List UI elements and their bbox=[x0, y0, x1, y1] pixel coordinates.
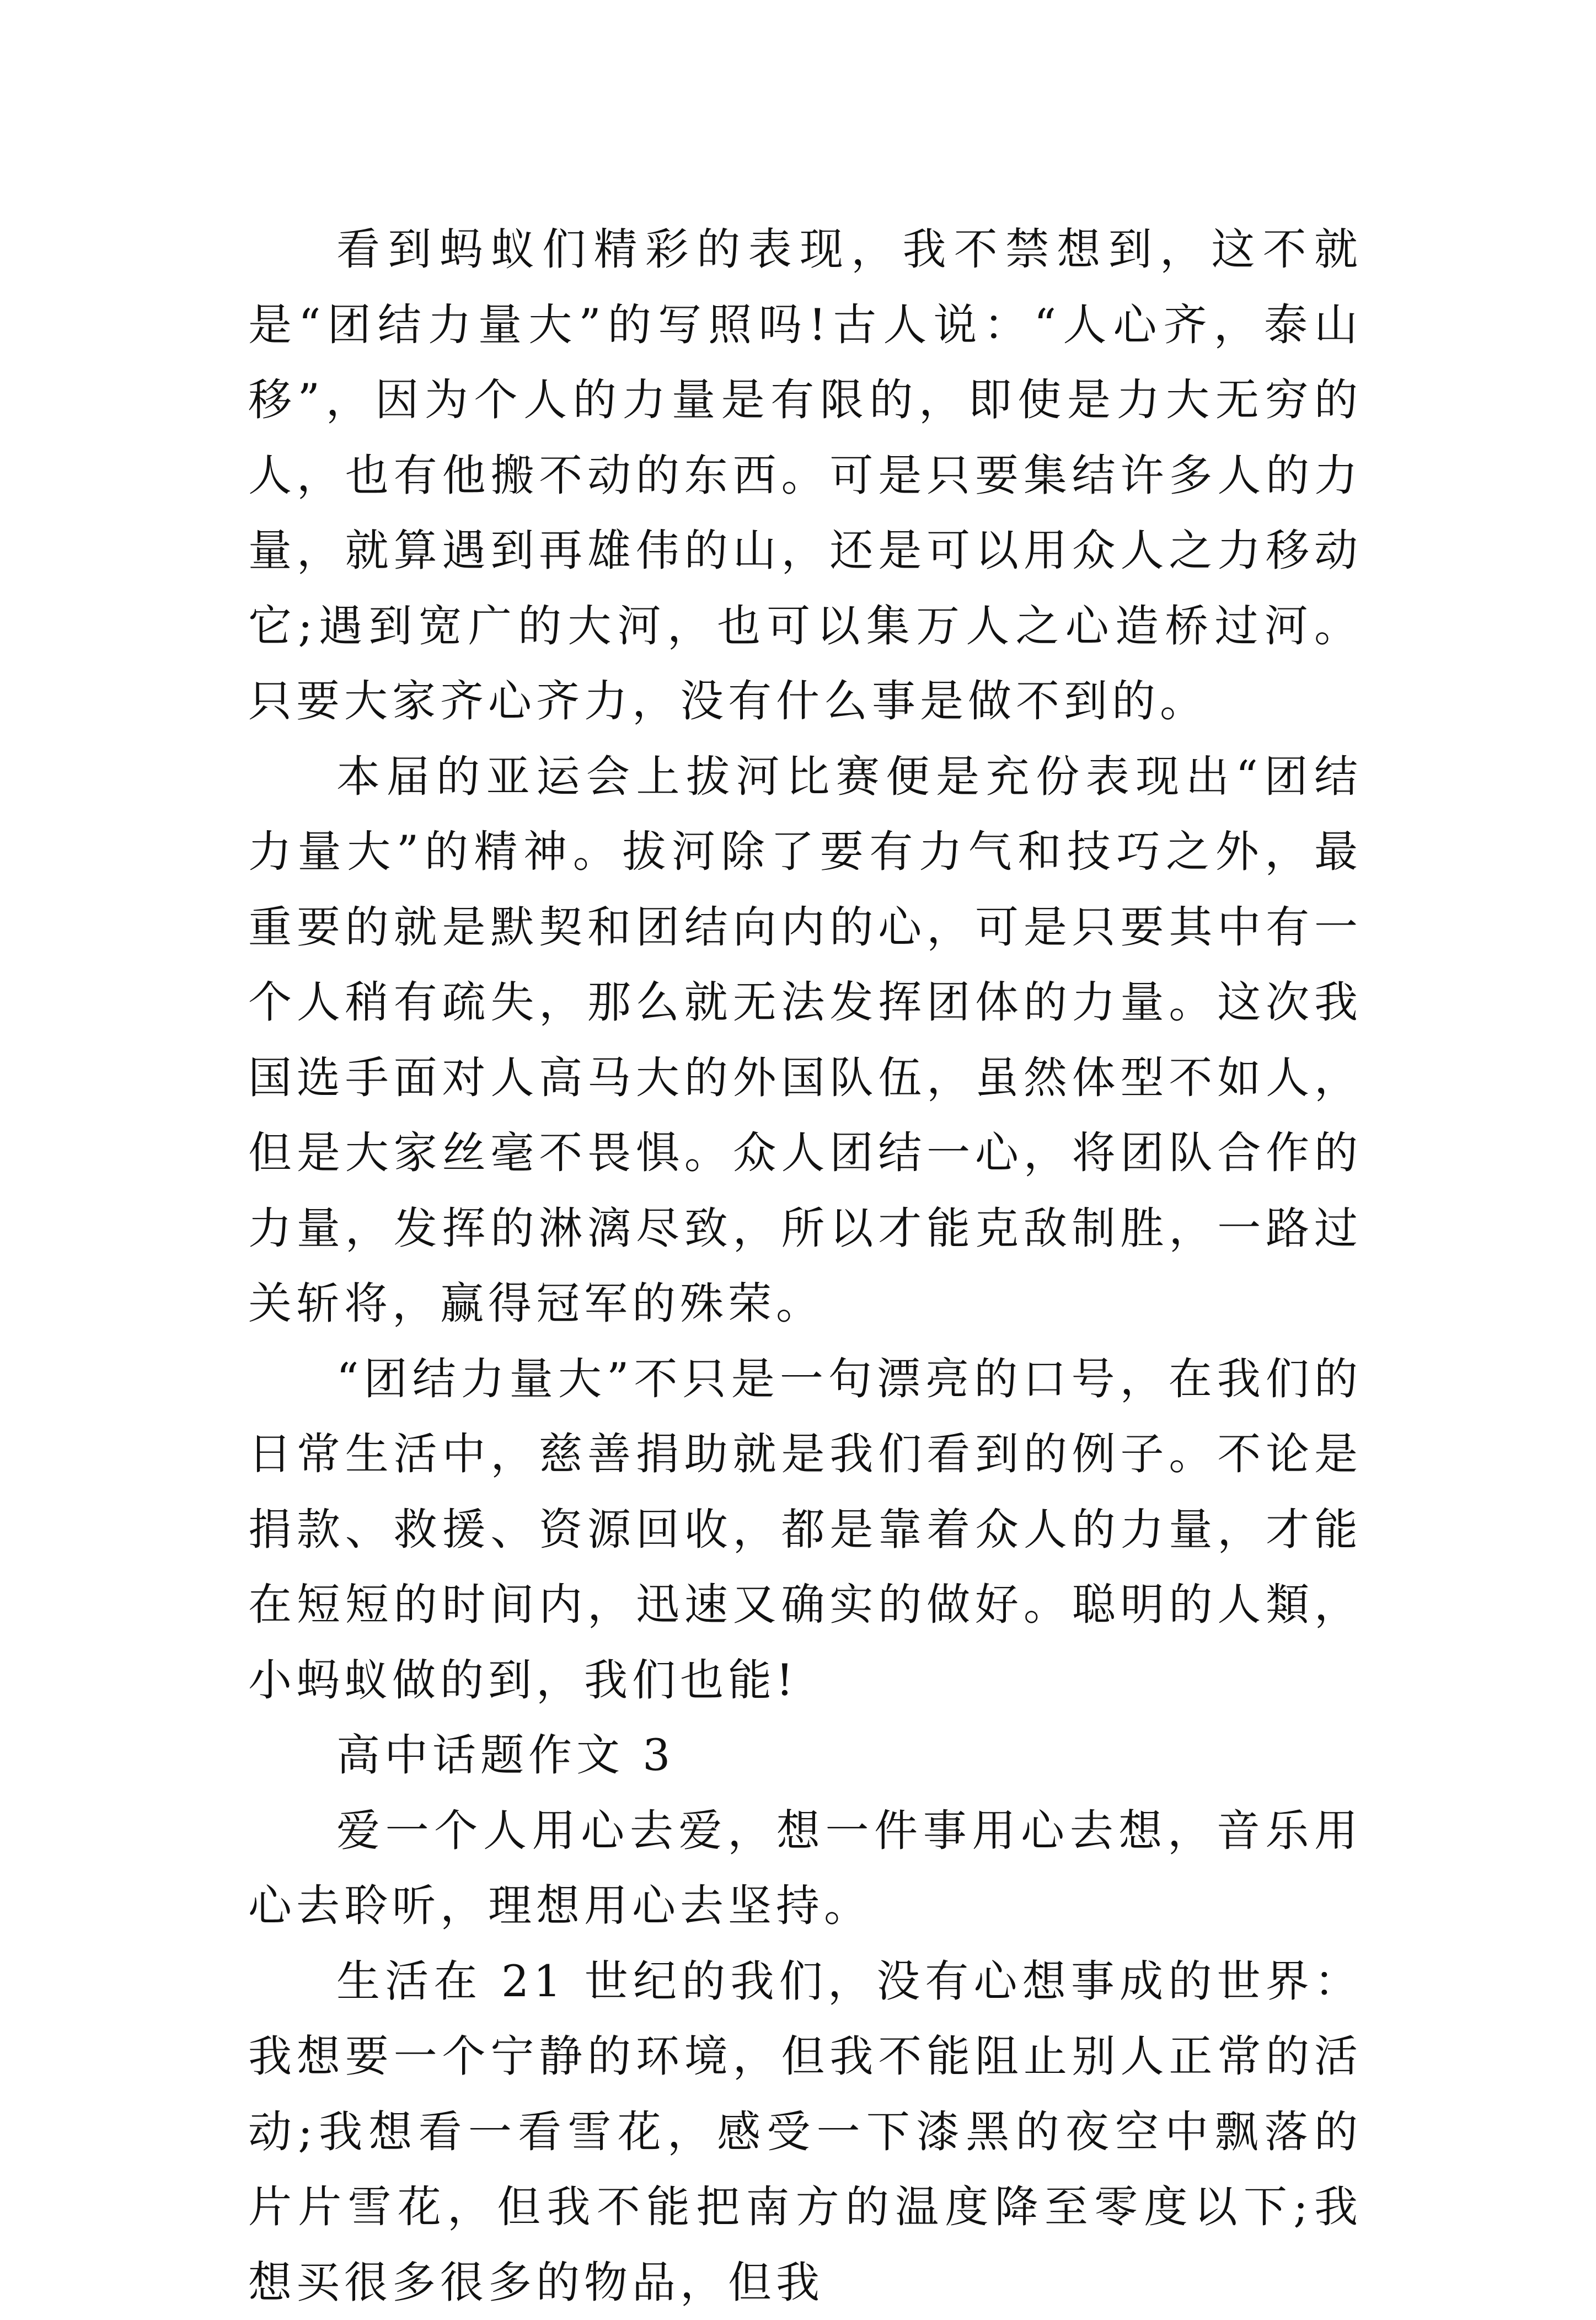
paragraph-21st-century: 生活在 21 世纪的我们，没有心想事成的世界：我想要一个宁静的环境，但我不能阻止别人正常的活动;我想看一看雪花，感受一下漆黑的夜空中飘落的片片雪花，但我不能把南方的温度降至零度以下;我想买很多很多的物品，但我 bbox=[248, 1944, 1362, 2320]
paragraph-ants: 看到蚂蚁们精彩的表现，我不禁想到，这不就是“团结力量大”的写照吗!古人说：“人心齐，泰山移”，因为个人的力量是有限的，即使是力大无穷的人，也有他搬不动的东西。可是只要集结许多人的力量，就算遇到再雄伟的山，还是可以用众人之力移动它;遇到宽广的大河，也可以集万人之心造桥过河。只要大家齐心齐力，没有什么事是做不到的。 bbox=[248, 212, 1362, 739]
paragraph-tug-of-war: 本届的亚运会上拔河比赛便是充份表现出“团结力量大”的精神。拔河除了要有力气和技巧之外，最重要的就是默契和团结向内的心，可是只要其中有一个人稍有疏失，那么就无法发挥团体的力量。这次我国选手面对人高马大的外国队伍，虽然体型不如人，但是大家丝毫不畏惧。众人团结一心，将团队合作的力量，发挥的淋漓尽致，所以才能克敌制胜，一路过关斩将，赢得冠军的殊荣。 bbox=[248, 739, 1362, 1341]
paragraph-love: 爱一个人用心去爱，想一件事用心去想，音乐用心去聆听，理想用心去坚持。 bbox=[248, 1793, 1362, 1944]
document-body bbox=[248, 212, 1362, 2320]
paragraph-slogan: “团结力量大”不只是一句漂亮的口号，在我们的日常生活中，慈善捐助就是我们看到的例子。不论是捐款、救援、资源回收，都是靠着众人的力量，才能在短短的时间内，迅速又确实的做好。聪明的人類，小蚂蚁做的到，我们也能! bbox=[248, 1341, 1362, 1718]
section-title: 高中话题作文 3 bbox=[248, 1718, 1362, 1793]
